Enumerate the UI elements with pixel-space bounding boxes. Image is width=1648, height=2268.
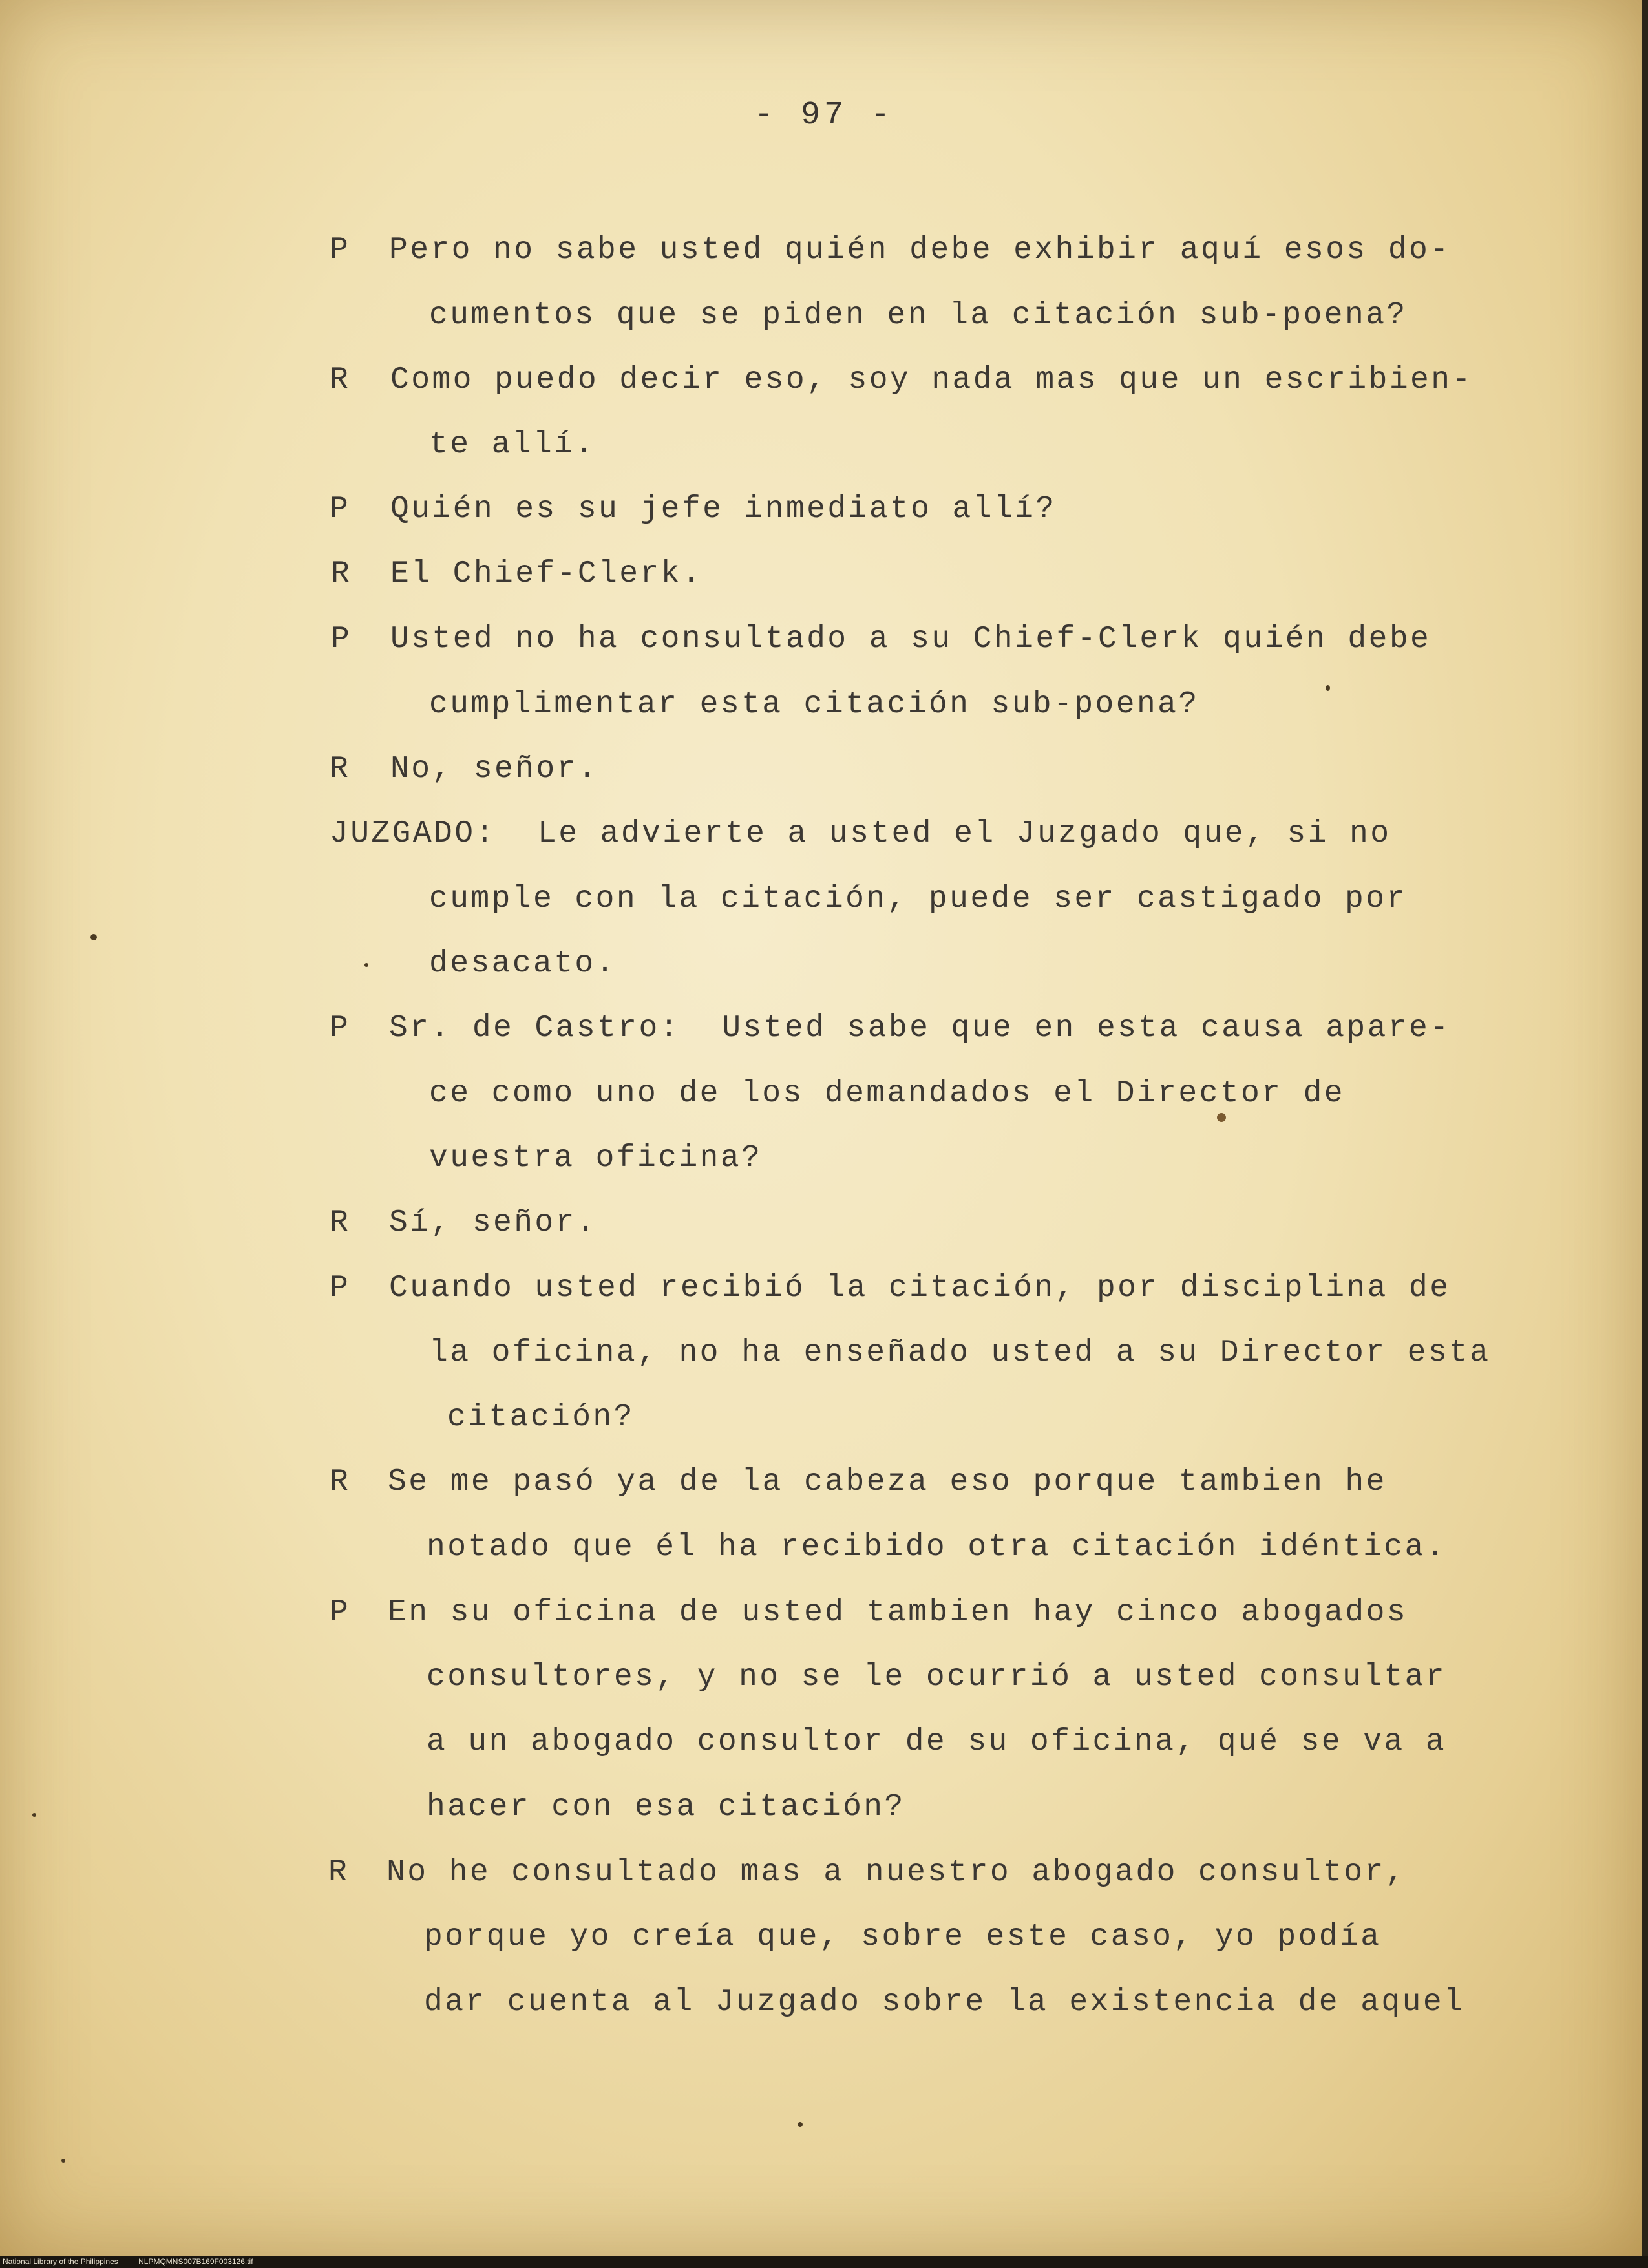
- speaker-label: P: [330, 233, 348, 268]
- transcript-line: porque yo creía que, sobre este caso, yo podía: [424, 1920, 1382, 1955]
- transcript-line: Quién es su jefe inmediato allí?: [390, 492, 1057, 527]
- speaker-label: P: [330, 1271, 348, 1306]
- speaker-label: P: [330, 1595, 348, 1630]
- transcript-line: No he consultado mas a nuestro abogado consultor,: [386, 1855, 1407, 1890]
- transcript-line: El Chief-Clerk.: [390, 556, 703, 591]
- transcript-line: No, señor.: [390, 752, 599, 787]
- scan-footer: [0, 2256, 1648, 2268]
- transcript-line: vuestra oficina?: [429, 1141, 763, 1176]
- transcript-line: consultores, y no se le ocurrió a usted consultar: [427, 1660, 1447, 1695]
- footer-institution: National Library of the Philippines: [3, 2257, 118, 2266]
- transcript-line: En su oficina de usted tambien hay cinco abogados: [388, 1595, 1408, 1630]
- transcript-line: Usted no ha consultado a su Chief-Clerk quién debe: [390, 622, 1431, 657]
- speaker-label: P: [331, 622, 350, 657]
- transcript-line: te allí.: [429, 427, 596, 462]
- paper-speck: [61, 2159, 65, 2163]
- transcript-line: JUZGADO: Le advierte a usted el Juzgado que, si no: [330, 816, 1391, 851]
- paper-speck: [90, 934, 97, 940]
- transcript-line: la oficina, no ha enseñado usted a su Director esta: [429, 1335, 1491, 1370]
- transcript-line: hacer con esa citación?: [427, 1790, 905, 1825]
- transcript-line: dar cuenta al Juzgado sobre la existencia de aquel: [424, 1985, 1465, 2020]
- page-number: - 97 -: [754, 97, 894, 134]
- speaker-label: P: [330, 492, 348, 527]
- transcript-line: cumplimentar esta citación sub-poena?: [429, 687, 1199, 722]
- transcript-line: citación?: [447, 1400, 635, 1435]
- transcript-line: notado que él ha recibido otra citación idéntica.: [427, 1530, 1447, 1565]
- transcript-line: ce como uno de los demandados el Director de: [429, 1076, 1346, 1111]
- speaker-label: R: [331, 556, 350, 591]
- transcript-line: a un abogado consultor de su oficina, qué se va a: [427, 1724, 1447, 1759]
- paper-speck: [798, 2122, 803, 2127]
- speaker-label: R: [328, 1855, 347, 1890]
- paper-speck: [32, 1813, 36, 1817]
- transcript-line: Sr. de Castro: Usted sabe que en esta causa apare-: [389, 1011, 1451, 1046]
- paper-speck: [1326, 685, 1330, 691]
- paper-speck: [1217, 1113, 1226, 1122]
- transcript-line: Cuando usted recibió la citación, por disciplina de: [389, 1271, 1451, 1306]
- speaker-label: P: [330, 1011, 348, 1046]
- transcript-line: cumple con la citación, puede ser castigado por: [429, 882, 1408, 917]
- transcript-line: Como puedo decir eso, soy nada mas que un escribien-: [390, 363, 1473, 397]
- transcript-line: Se me pasó ya de la cabeza eso porque tambien he: [388, 1465, 1387, 1500]
- speaker-label: R: [330, 1465, 348, 1500]
- transcript-line: desacato.: [429, 946, 617, 981]
- transcript-line: Pero no sabe usted quién debe exhibir aquí esos do-: [389, 233, 1451, 268]
- speaker-label: R: [330, 363, 348, 397]
- transcript-line: cumentos que se piden en la citación sub-poena?: [429, 298, 1408, 333]
- footer-file-id: NLPMQMNS007B169F003126.tif: [138, 2257, 253, 2266]
- transcript-line: Sí, señor.: [389, 1205, 598, 1240]
- paper-speck: [364, 963, 368, 967]
- speaker-label: R: [330, 1205, 348, 1240]
- speaker-label: R: [330, 752, 348, 787]
